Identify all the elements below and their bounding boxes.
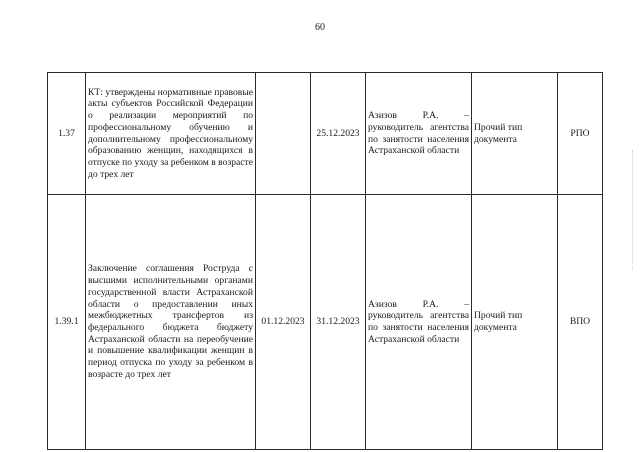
- level-code-cell: ВПО: [558, 195, 603, 450]
- scan-edge-mark: [632, 150, 634, 270]
- end-date-cell: 25.12.2023: [311, 73, 366, 195]
- level-code-cell: РПО: [558, 73, 603, 195]
- plan-table: [47, 72, 603, 450]
- page-number: 60: [315, 22, 325, 33]
- table-row: [48, 195, 603, 450]
- event-name-cell: КТ: утверждены нормативные правовые акты субъектов Российской Федерации о реализации мероприятий по профессиональному обучению и дополнительному профессиональному образованию женщин, находящихся в отпуске по уходу за ребенком в возрасте до трех лет: [86, 73, 256, 195]
- document-type-cell: Прочий тип документа: [472, 195, 558, 450]
- table-row: [48, 73, 603, 195]
- end-date-cell: 31.12.2023: [311, 195, 366, 450]
- start-date-cell: [256, 73, 311, 195]
- responsible-cell: Азизов Р.А. – руководитель агентства по занятости населения Астраханской области: [366, 195, 472, 450]
- start-date-cell: 01.12.2023: [256, 195, 311, 450]
- document-type-cell: Прочий тип документа: [472, 73, 558, 195]
- event-name-cell: Заключение соглашения Роструда с высшими исполнительными органами государственной власти Астраханской области о предоставлении иных межбюджетных трансфертов из федерального бюджета бюджету Астраханской области на переобучение и повышение квалификации женщин в период отпуска по уходу за ребенком в возрасте до трех лет: [86, 195, 256, 450]
- row-number-cell: 1.37: [48, 73, 86, 195]
- row-number-cell: 1.39.1: [48, 195, 86, 450]
- responsible-cell: Азизов Р.А. – руководитель агентства по занятости населения Астраханской области: [366, 73, 472, 195]
